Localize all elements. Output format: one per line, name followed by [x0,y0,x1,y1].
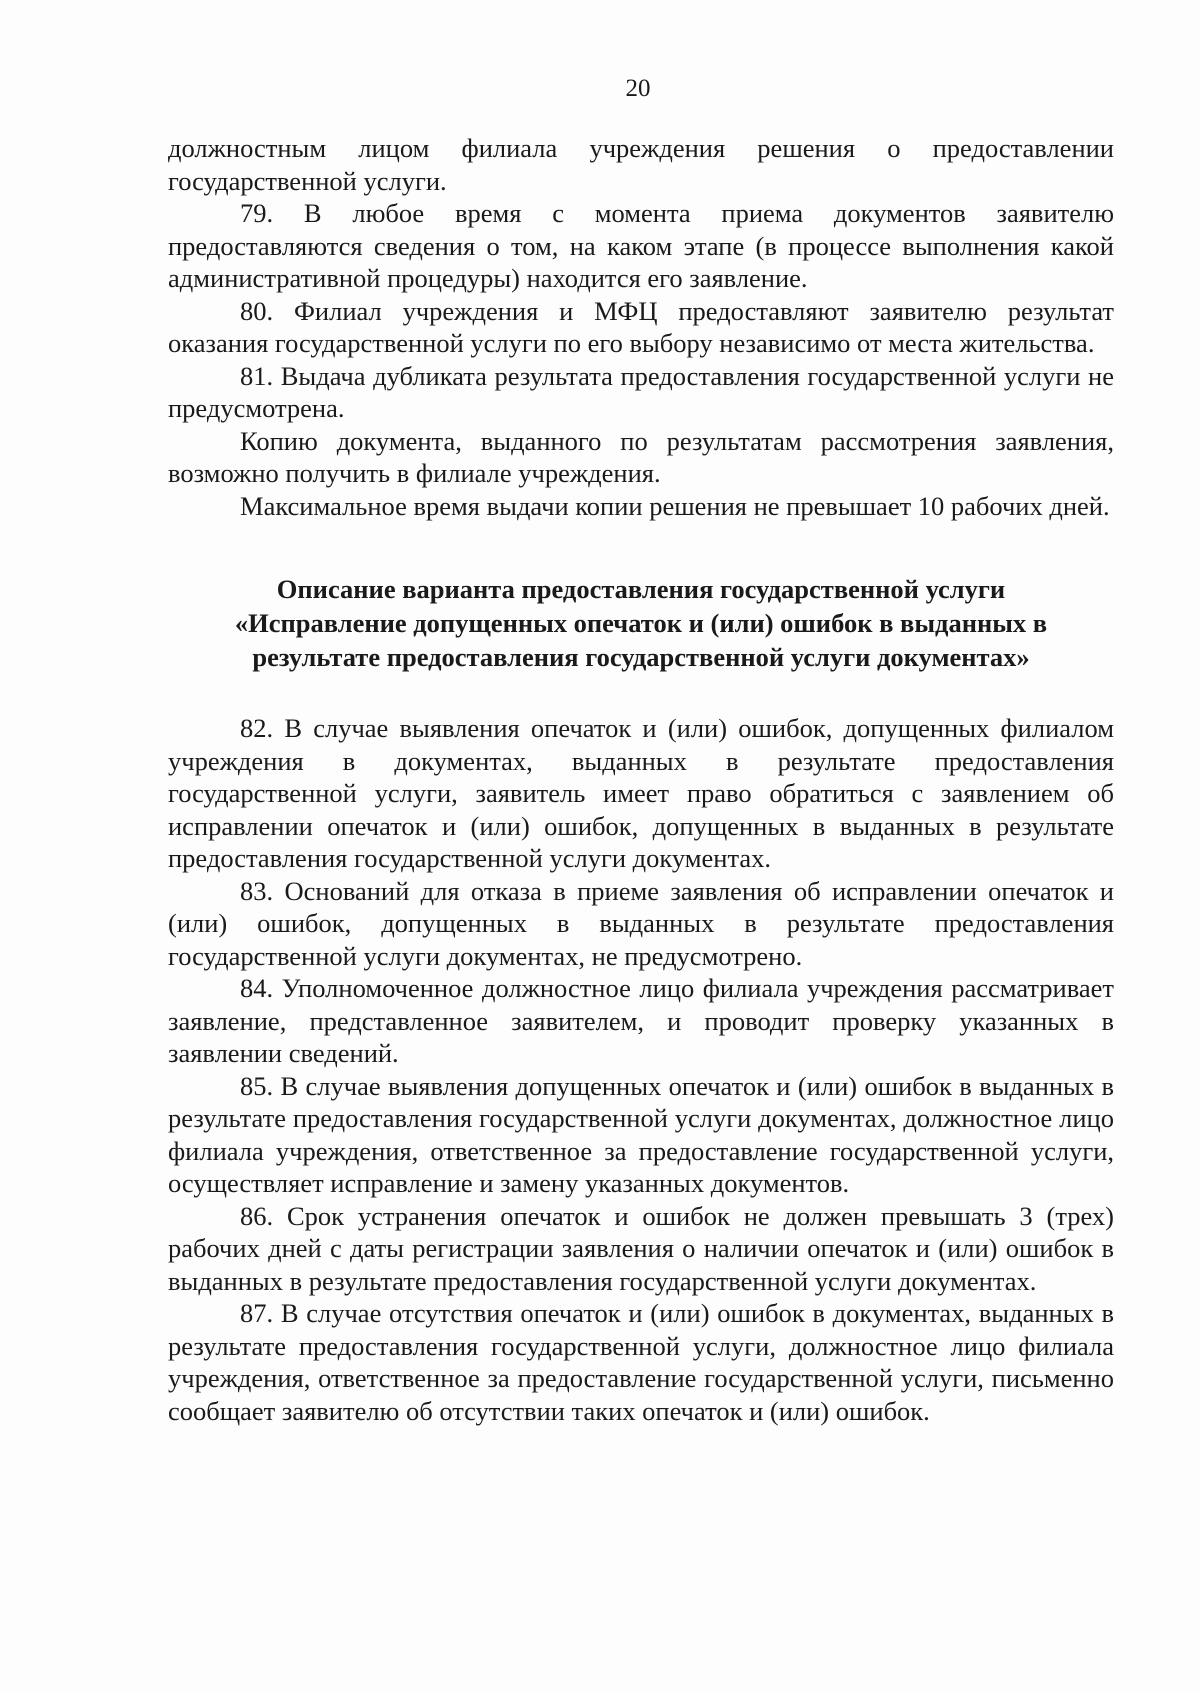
paragraph-81-copy: Копию документа, выданного по результатам рассмотрения заявления, возможно получить в филиале учреждения. [168,425,1114,488]
paragraph-85: 85. В случае выявления допущенных опечаток и (или) ошибок в выданных в результате предоставления государственной услуги документах, должностное лицо филиала учреждения, ответственное за предоставление государственной услуги, осуществляет исправление и замену указанных документов. [168,1070,1114,1198]
section-heading-line-2: «Исправление допущенных опечаток и (или) ошибок в выданных в [234,608,1048,638]
paragraph-80: 80. Филиал учреждения и МФЦ предоставляют заявителю результат оказания государственной услуги по его выбору независимо от места жительства. [168,295,1114,358]
section-heading [168,572,1114,674]
paragraph-86: 86. Срок устранения опечаток и ошибок не должен превышать 3 (трех) рабочих дней с даты регистрации заявления о наличии опечаток и (или) ошибок в выданных в результате предоставления государственной услуги документах. [168,1200,1114,1296]
paragraph-79: 79. В любое время с момента приема документов заявителю предоставляются сведения о том, на каком этапе (в процессе выполнения какой административной процедуры) находится его заявление. [168,198,1114,293]
document-body [168,132,1114,1427]
paragraph-continuation: должностным лицом филиала учреждения решения о предоставлении государственной услуги. [168,133,1114,196]
page-number: 20 [625,75,651,102]
paragraph-83: 83. Оснований для отказа в приеме заявления об исправлении опечаток и (или) ошибок, допущенных в выданных в результате предоставления государственной услуги документах, не предусмотрено. [168,875,1114,971]
paragraph-84: 84. Уполномоченное должностное лицо филиала учреждения рассматривает заявление, представленное заявителем, и проводит проверку указанных в заявлении сведений. [168,973,1114,1068]
section-heading-line-1: Описание варианта предоставления государственной услуги [276,574,1006,604]
paragraph-87: 87. В случае отсутствия опечаток и (или) ошибок в документах, выданных в результате предоставления государственной услуги, должностное лицо филиала учреждения, ответственное за предоставление государственной услуги, письменно сообщает заявителю об отсутствии таких опечаток и (или) ошибок. [168,1298,1114,1426]
section-heading-line-3: результате предоставления государственной услуги документах» [252,642,1030,672]
paragraph-81: 81. Выдача дубликата результата предоставления государственной услуги не предусмотрена. [168,360,1114,423]
paragraph-82: 82. В случае выявления опечаток и (или) ошибок, допущенных филиалом учреждения в документах, выданных в результате предоставления государственной услуги, заявитель имеет право обратиться с заявлением об исправлении опечаток и (или) ошибок, допущенных в выданных в результате предоставления государственной услуги документах. [168,713,1114,873]
paragraph-81-max-time: Максимальное время выдачи копии решения не превышает 10 рабочих дней. [240,490,1110,521]
